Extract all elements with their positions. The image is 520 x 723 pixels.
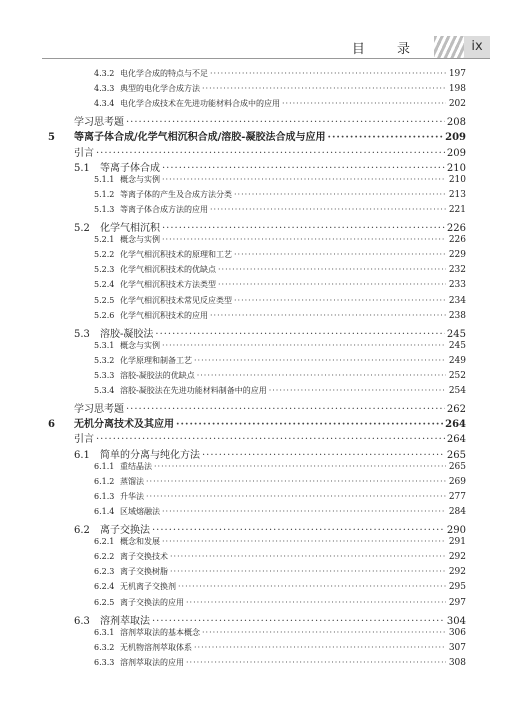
toc-entry-title: 溶剂萃取法的应用 <box>120 657 184 667</box>
dot-leader <box>327 132 443 143</box>
toc-entry-title: 化学气相沉积 <box>100 223 160 234</box>
toc-entry-page: 249 <box>448 355 466 366</box>
dot-leader <box>234 296 446 305</box>
toc-entry-page: 284 <box>448 506 466 517</box>
toc-entry-title: 概念与实例 <box>120 174 160 184</box>
toc-entry-title: 引言 <box>74 434 94 446</box>
dot-leader <box>202 628 446 637</box>
toc-entry-page: 209 <box>445 132 466 144</box>
dot-leader <box>162 537 446 546</box>
toc-entry-number: 5.2 <box>74 223 90 234</box>
dot-leader <box>194 356 446 365</box>
toc-entry-title: 等离子体合成 <box>100 162 160 174</box>
toc-entry-page: 262 <box>446 404 466 416</box>
toc-entry-number: 5.1.3 <box>94 204 115 214</box>
toc-entry-page: 252 <box>448 371 466 381</box>
toc-entry-number: 5.1 <box>74 162 90 174</box>
toc-entry-number: 6.2.2 <box>94 552 115 562</box>
toc-entry-number: 6.1.1 <box>94 461 115 471</box>
toc-entry[interactable] <box>48 415 466 430</box>
toc-entry-number: 5.3.3 <box>94 371 115 380</box>
toc-entry-page: 209 <box>446 147 466 159</box>
toc-entry-page: 233 <box>448 280 466 291</box>
dot-leader <box>162 341 446 350</box>
toc-entry[interactable] <box>74 144 466 159</box>
toc-entry-page: 210 <box>448 174 466 185</box>
toc-entry[interactable] <box>74 612 466 627</box>
toc-entry-number: 6.2.1 <box>94 537 115 547</box>
toc-entry-page: 292 <box>448 552 466 563</box>
toc-entry-number: 5.2.1 <box>94 235 115 245</box>
toc-entry[interactable] <box>94 461 466 472</box>
dot-leader <box>146 492 446 501</box>
dot-leader <box>234 190 446 199</box>
toc-entry[interactable] <box>94 174 466 185</box>
toc-entry-title: 典型的电化学合成方法 <box>120 84 200 94</box>
dot-leader <box>269 386 446 395</box>
toc-entry-number: 5.2.5 <box>94 295 115 305</box>
toc-entry-number: 6.1.2 <box>94 476 115 486</box>
toc-entry-page: 213 <box>448 189 466 200</box>
header-rule <box>42 58 490 59</box>
toc-entry[interactable] <box>74 446 466 461</box>
toc-entry-title: 学习思考题 <box>74 117 124 129</box>
toc-entry-title: 离子交换树脂 <box>120 567 168 577</box>
toc-entry[interactable] <box>94 551 466 562</box>
toc-entry-number: 5.3.1 <box>94 340 115 350</box>
toc-entry[interactable] <box>94 234 466 245</box>
toc-entry-page: 245 <box>448 340 466 351</box>
dot-leader <box>176 419 443 430</box>
toc-entry-number: 6.2.3 <box>94 567 115 577</box>
toc-entry[interactable] <box>94 476 466 487</box>
toc-entry-title: 区域熔融法 <box>120 506 160 516</box>
toc-entry-number: 5.1.1 <box>94 174 115 184</box>
toc-entry-title: 溶胶-凝胶法 <box>100 328 154 340</box>
toc-entry-title: 化学气相沉积技术方法类型 <box>120 280 216 290</box>
toc-entry-page: 291 <box>448 537 466 548</box>
toc-entry-title: 概念和发展 <box>120 537 160 547</box>
dot-leader <box>234 250 446 259</box>
toc-entry-number: 6.2 <box>74 525 90 536</box>
toc-entry-page: 229 <box>448 250 466 261</box>
dot-leader <box>202 450 445 461</box>
toc-entry-number: 6.3.3 <box>94 657 115 667</box>
toc-entry-page: 307 <box>448 642 466 653</box>
dot-leader <box>162 163 445 174</box>
toc-entry-title: 化学气相沉积技术的优缺点 <box>120 265 216 275</box>
toc-entry-page: 264 <box>446 434 466 446</box>
toc-entry[interactable] <box>94 355 466 366</box>
toc-entry-number: 4.3.2 <box>94 69 115 78</box>
toc-entry-title: 学习思考题 <box>74 404 124 416</box>
toc-entry[interactable] <box>94 310 466 321</box>
toc-entry-number: 6.2.4 <box>94 582 115 592</box>
toc-entry-number: 5.2.3 <box>94 265 115 275</box>
toc-entry-title: 电化学合成技术在先进功能材料合成中的应用 <box>120 99 280 109</box>
toc-entry[interactable] <box>94 627 466 638</box>
toc-entry[interactable] <box>74 219 466 234</box>
toc-entry-page: 297 <box>448 597 466 608</box>
toc-entry-title: 等离子体的产生及合成方法分类 <box>120 189 232 199</box>
toc-entry-page: 277 <box>448 491 466 502</box>
dot-leader <box>162 223 445 234</box>
toc-entry[interactable] <box>48 128 466 143</box>
toc-entry[interactable] <box>94 597 466 608</box>
toc-entry-title: 化学原理和制备工艺 <box>120 355 192 365</box>
dot-leader <box>146 477 446 486</box>
toc-entry[interactable] <box>94 264 466 275</box>
toc-entry[interactable] <box>94 536 466 547</box>
toc-entry-page: 234 <box>448 295 466 306</box>
toc-entry-page: 198 <box>448 84 466 95</box>
toc-entry[interactable] <box>74 325 466 340</box>
toc-entry-number: 5 <box>48 132 55 144</box>
toc-entry-title: 溶剂萃取法的基本概念 <box>120 627 200 637</box>
dot-leader <box>210 69 446 78</box>
toc-entry-number: 4.3.4 <box>94 99 115 109</box>
toc-entry-page: 232 <box>448 265 466 276</box>
toc-entry-page: 292 <box>448 567 466 578</box>
toc-entry-page: 210 <box>446 162 466 174</box>
toc-entry-title: 无机分离技术及其应用 <box>74 419 174 431</box>
toc-entry-title: 离子交换法 <box>100 525 150 536</box>
dot-leader <box>170 552 446 561</box>
dot-leader <box>210 311 446 320</box>
toc-entry-title: 升华法 <box>120 491 144 501</box>
toc-entry-number: 6.3.1 <box>94 627 115 637</box>
toc-entry-number: 5.3.2 <box>94 355 115 365</box>
toc-entry-title: 溶剂萃取法 <box>100 615 150 627</box>
toc-entry-title: 化学气相沉积技术的原理和工艺 <box>120 250 232 260</box>
toc-entry[interactable] <box>94 642 466 653</box>
toc-entry[interactable] <box>94 566 466 577</box>
toc-entry-page: 308 <box>448 657 466 668</box>
toc-entry[interactable] <box>94 98 466 109</box>
toc-entry-page: 254 <box>448 386 466 397</box>
toc-entry-number: 5.2.6 <box>94 310 115 320</box>
toc-entry-title: 溶胶-凝胶法在先进功能材料制备中的应用 <box>120 386 267 396</box>
toc-entry-title: 无机离子交换剂 <box>120 582 176 592</box>
toc-entry-number: 6.2.5 <box>94 597 115 607</box>
dot-leader <box>178 582 446 591</box>
dot-leader <box>218 265 446 274</box>
dot-leader <box>152 525 445 536</box>
toc-entry[interactable] <box>94 189 466 200</box>
toc-entry[interactable] <box>94 581 466 592</box>
toc-entry-title: 简单的分离与纯化方法 <box>100 449 200 461</box>
toc-entry[interactable] <box>74 521 466 536</box>
dot-leader <box>186 658 446 667</box>
dot-leader <box>162 175 446 184</box>
toc-entry-page: 304 <box>446 615 466 627</box>
dot-leader <box>186 598 446 607</box>
toc-entry[interactable] <box>74 113 466 128</box>
toc-entry[interactable] <box>94 385 466 396</box>
toc-entry-number: 5.2.4 <box>94 280 115 290</box>
toc-entry-title: 化学气相沉积技术的应用 <box>120 310 208 320</box>
dot-leader <box>170 567 446 576</box>
toc-entry-number: 6.1 <box>74 449 90 461</box>
dot-leader <box>126 117 445 128</box>
toc-entry[interactable] <box>94 657 466 668</box>
toc-entry-number: 6 <box>48 419 55 431</box>
dot-leader <box>96 434 445 445</box>
toc-entry[interactable] <box>94 83 466 94</box>
toc-entry[interactable] <box>94 370 466 381</box>
toc-entry-title: 概念与实例 <box>120 235 160 245</box>
toc-entry-page: 226 <box>446 223 466 234</box>
toc-entry-page: 202 <box>448 99 466 110</box>
toc-entry-number: 4.3.3 <box>94 84 115 94</box>
dot-leader <box>126 404 445 415</box>
toc-entry-title: 溶胶-凝胶法的优缺点 <box>120 371 195 380</box>
header-decoration <box>434 36 464 58</box>
toc-entry[interactable] <box>94 295 466 306</box>
header-page-number: ix <box>464 36 490 58</box>
toc-entry-number: 6.1.3 <box>94 491 115 501</box>
toc-entry-title: 引言 <box>74 147 94 159</box>
toc-entry-title: 化学气相沉积技术常见反应类型 <box>120 295 232 305</box>
toc-entry-page: 208 <box>446 117 466 129</box>
toc-entry-page: 226 <box>448 235 466 246</box>
toc-entry-page: 295 <box>448 582 466 593</box>
toc-entry[interactable] <box>94 68 466 79</box>
toc-entry-number: 5.2.2 <box>94 250 115 260</box>
dot-leader <box>282 99 446 108</box>
dot-leader <box>162 507 446 516</box>
toc-entry-page: 238 <box>448 310 466 321</box>
toc-entry-page: 245 <box>446 328 466 340</box>
toc-entry[interactable] <box>94 249 466 260</box>
toc-entry-page: 264 <box>445 419 466 431</box>
dot-leader <box>155 329 445 340</box>
toc-entry[interactable] <box>94 506 466 517</box>
toc-entry-page: 265 <box>446 449 466 461</box>
dot-leader <box>152 616 445 627</box>
toc-entry-page: 197 <box>448 69 466 79</box>
toc-entry-title: 重结晶法 <box>120 461 152 471</box>
toc-entry-number: 5.3 <box>74 328 90 340</box>
header-title: 目 录 <box>351 42 424 57</box>
dot-leader <box>96 148 445 159</box>
toc-entry[interactable] <box>74 159 466 174</box>
dot-leader <box>154 462 446 471</box>
dot-leader <box>202 84 446 93</box>
toc-entry-title: 无机物溶剂萃取体系 <box>120 642 192 652</box>
toc-entry[interactable] <box>94 204 466 215</box>
toc-entry-number: 6.3 <box>74 615 90 627</box>
running-header <box>0 36 520 58</box>
toc-entry-title: 等离子体合成/化学气相沉积合成/溶胶-凝胶法合成与应用 <box>74 132 326 144</box>
toc-entry-title: 电化学合成的特点与不足 <box>120 69 208 78</box>
toc-entry-title: 离子交换法的应用 <box>120 597 184 607</box>
dot-leader <box>218 280 446 289</box>
toc-entry-title: 蒸馏法 <box>120 476 144 486</box>
toc-entry-number: 6.3.2 <box>94 642 115 652</box>
dot-leader <box>210 205 446 214</box>
toc-entry-number: 6.1.4 <box>94 506 115 516</box>
toc-entry-page: 306 <box>448 627 466 638</box>
toc-entry-title: 等离子体合成方法的应用 <box>120 204 208 214</box>
toc-entry-page: 269 <box>448 476 466 487</box>
toc-entry[interactable] <box>74 430 466 445</box>
toc-entry-title: 概念与实例 <box>120 340 160 350</box>
dot-leader <box>194 643 446 652</box>
toc-entry-number: 5.3.4 <box>94 386 115 396</box>
dot-leader <box>197 371 446 380</box>
toc-entry[interactable] <box>94 491 466 502</box>
toc-entry[interactable] <box>74 400 466 415</box>
toc-entry-page: 290 <box>446 525 466 536</box>
toc-entry-page: 265 <box>448 461 466 472</box>
toc-entry[interactable] <box>94 279 466 290</box>
toc-entry-page: 221 <box>448 204 466 215</box>
toc-entry[interactable] <box>94 340 466 351</box>
dot-leader <box>162 235 446 244</box>
toc-entry-title: 离子交换技术 <box>120 552 168 562</box>
toc-entry-number: 5.1.2 <box>94 189 115 199</box>
